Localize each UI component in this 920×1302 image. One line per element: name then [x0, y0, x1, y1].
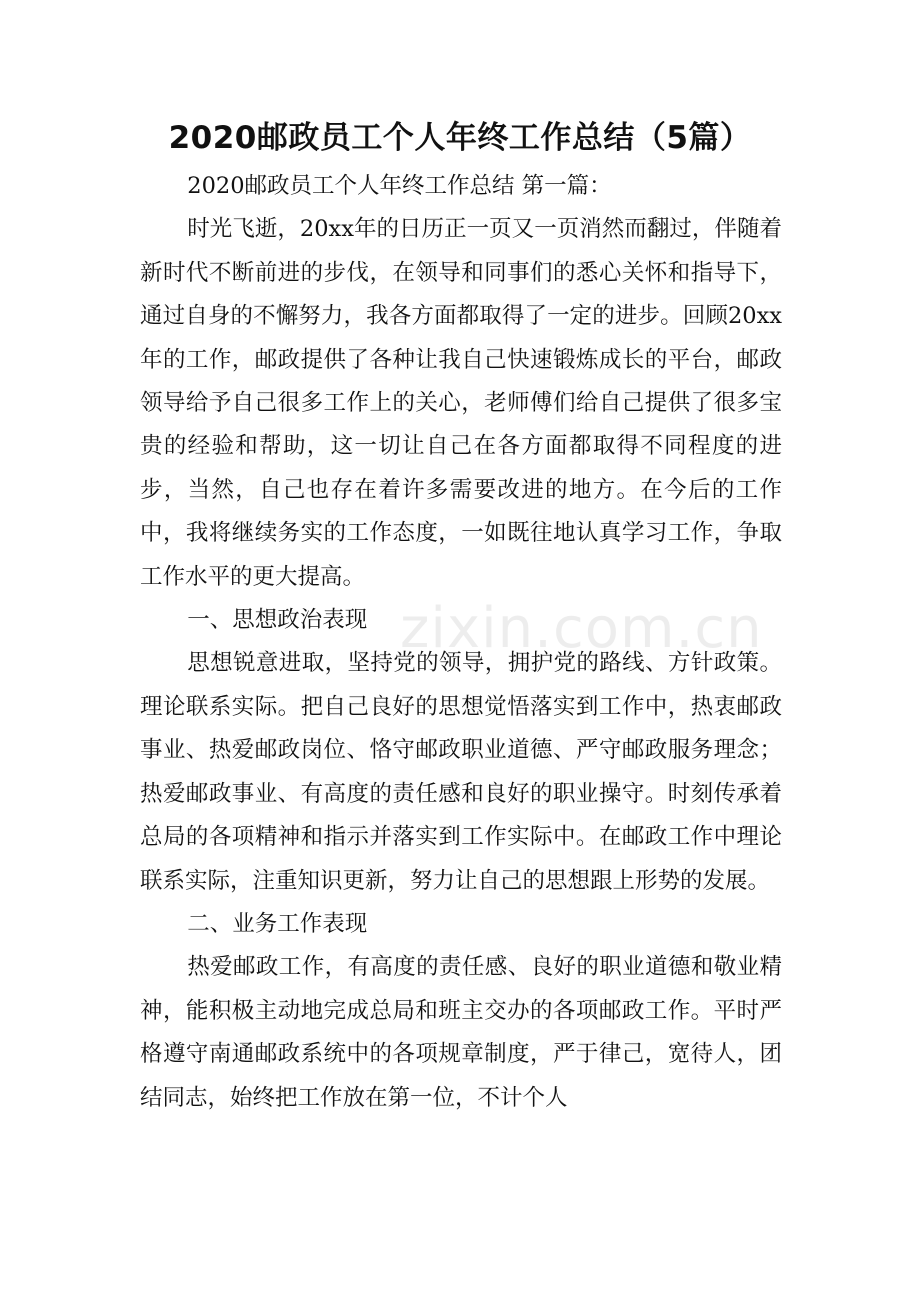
document-title: 2020邮政员工个人年终工作总结（5篇）: [168, 120, 752, 156]
heading-business: 二、业务工作表现: [187, 910, 368, 937]
paragraph-business: 热爱邮政工作，有高度的责任感、良好的职业道德和敬业精神，能积极主动地完成总局和班主交办的各项邮政工作。平时严格遵守南通邮政系统中的各项规章制度，严于律己，宽待人，团结同志，始终把工作放在第一位，不计个人: [140, 954, 782, 1111]
document-body: [140, 165, 782, 1120]
watermark: zixin.com.cn: [400, 596, 763, 661]
heading-political: 一、思想政治表现: [187, 607, 368, 634]
section-subtitle: 2020邮政员工个人年终工作总结 第一篇：: [187, 173, 612, 199]
paragraph-intro: 时光飞逝，20xx年的日历正一页又一页消然而翻过，伴随着新时代不断前进的步伐，在领导和同事们的悉心关怀和指导下，通过自身的不懈努力，我各方面都取得了一定的进步。回顾20xx年的工作，邮政提供了各种让我自己快速锻炼成长的平台，邮政领导给予自己很多工作上的关心，老师傅们给自己提供了很多宝贵的经验和帮助，这一切让自己在各方面都取得不同程度的进步，当然，自己也存在着许多需要改进的地方。在今后的工作中，我将继续务实的工作态度，一如既往地认真学习工作，争取工作水平的更大提高。: [140, 216, 782, 590]
paragraph-political: 思想锐意进取，坚持党的领导，拥护党的路线、方针政策。理论联系实际。把自己良好的思想觉悟落实到工作中，热衷邮政事业、热爱邮政岗位、恪守邮政职业道德、严守邮政服务理念；热爱邮政事业、有高度的责任感和良好的职业操守。时刻传承着总局的各项精神和指示并落实到工作实际中。在邮政工作中理论联系实际，注重知识更新，努力让自己的思想跟上形势的发展。: [140, 650, 782, 894]
